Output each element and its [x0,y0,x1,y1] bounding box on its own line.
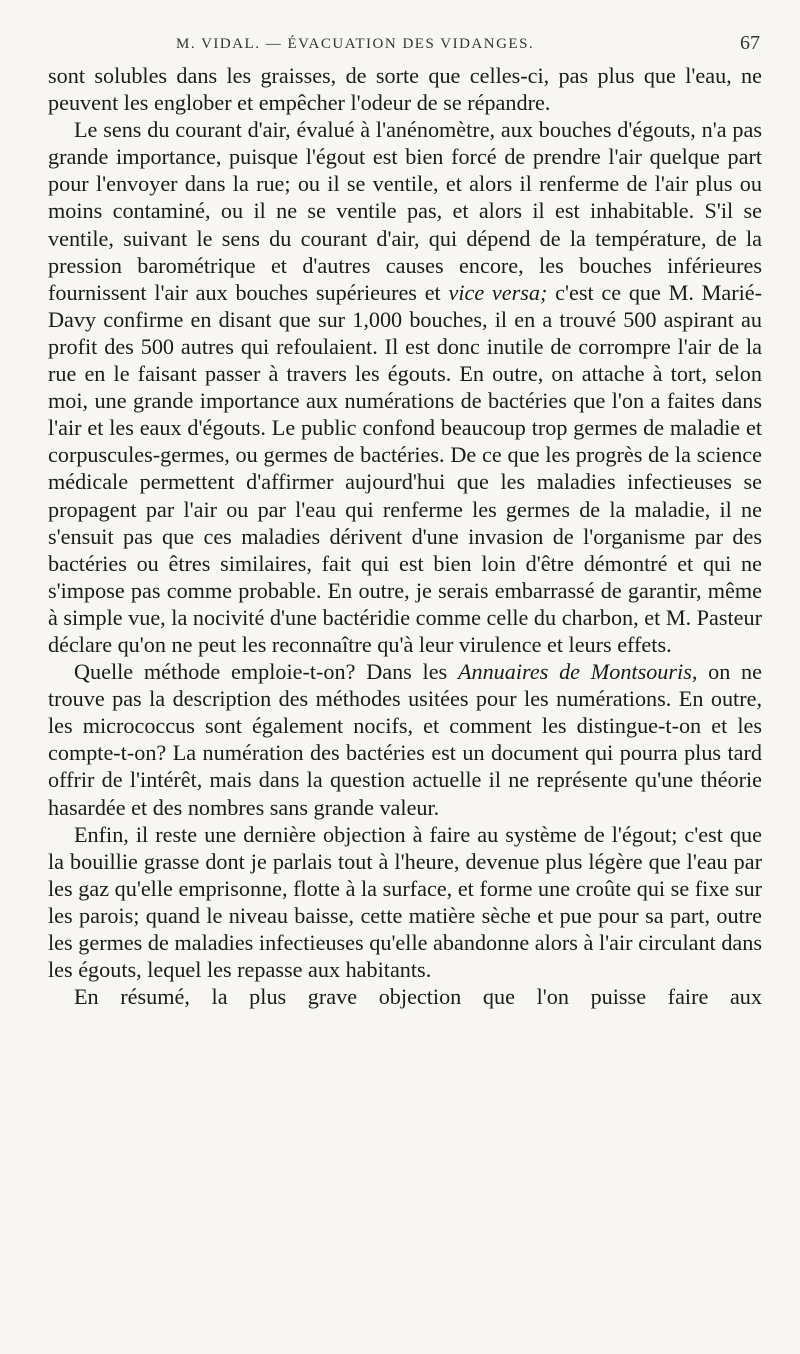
paragraph-1: sont solubles dans les graisses, de sorte que celles-ci, pas plus que l'eau, ne peuvent les englober et empêcher l'odeur de se répandre. [48,63,762,116]
paragraph-2-part-3: c'est ce que M. Marié-Davy confirme en disant que sur 1,000 bouches, il en a trouvé 500 aspirant au profit des 500 autres qui refoulaient. Il est donc inutile de corrompre l'air de la rue en le faisant passer à travers les égouts. En outre, on attache à tort, selon moi, une grande importance aux numérations de bactéries que l'on a faites dans l'air et les eaux d'égouts. Le public confond beaucoup trop germes de maladie et corpuscules-germes, ou germes de bactéries. De ce que les progrès de la science médicale permettent d'affirmer aujourd'hui que les maladies infectieuses se propagent par l'air ou par l'eau qui renferme les germes de la maladie, il ne s'ensuit pas que ces maladies dérivent d'une invasion de l'organisme par des bactéries ou êtres similaires, fait qui est bien loin d'être démontré et qui ne s'impose pas comme probable. En outre, je serais embarrassé de garantir, même à simple vue, la nocivité d'une bactéridie comme celle du charbon, et M. Pasteur déclare qu'on ne peut les reconnaître qu'à leur virulence et leurs effets. [48,279,763,657]
paragraph-3-part-1: Quelle méthode emploie-t-on? Dans les [74,659,458,685]
running-header [48,30,762,62]
italic-annuaires-montsouris: Annuaires de Montsouris, [457,659,698,685]
body-text [48,62,762,1010]
italic-vice-versa: vice versa; [448,279,548,305]
running-title: M. VIDAL. — ÉVACUATION DES VIDANGES. [176,36,535,52]
paragraph-2-part-1: Le sens du courant d'air, évalué à l'anénomètre, aux bouches d'égouts, n'a pas grande importance, puisque l'égout est bien forcé de prendre l'air quelque part pour l'envoyer dans la rue; ou il se ventile, et alors il renferme de l'air plus ou moins contaminé, ou il ne se ventile pas, et alors il est inhabitable. S'il se ventile, suivant le sens du courant d'air, qui dépend de la température, de la pression barométrique et d'autres causes encore, les bouches inférieures fournissent l'air aux bouches supérieures et [48,117,762,305]
page-number: 67 [740,32,760,54]
paragraph-5: En résumé, la plus grave objection que l'on puisse faire aux [74,984,762,1010]
paragraph-3 [48,658,762,821]
paragraph-4: Enfin, il reste une dernière objection à faire au système de l'égout; c'est que la bouillie grasse dont je parlais tout à l'heure, devenue plus légère que l'eau par les gaz qu'elle emprisonne, flotte à la surface, et forme une croûte qui se fixe sur les parois; quand le niveau baisse, cette matière sèche et pue pour sa part, outre les germes de maladies infectieuses qu'elle abandonne alors à l'air circulant dans les égouts, lequel les repasse aux habitants. [48,821,762,983]
paragraph-2 [48,116,762,658]
paragraph-3-part-3: on ne trouve pas la description des méthodes usitées pour les numérations. En outre, les micrococcus sont également nocifs, et comment les distingue-t-on et les compte-t-on? La numération des bactéries est un document qui pourra plus tard offrir de l'intérêt, mais dans la question actuelle il ne représente qu'une théorie hasardée et des nombres sans grande valeur. [48,659,762,820]
